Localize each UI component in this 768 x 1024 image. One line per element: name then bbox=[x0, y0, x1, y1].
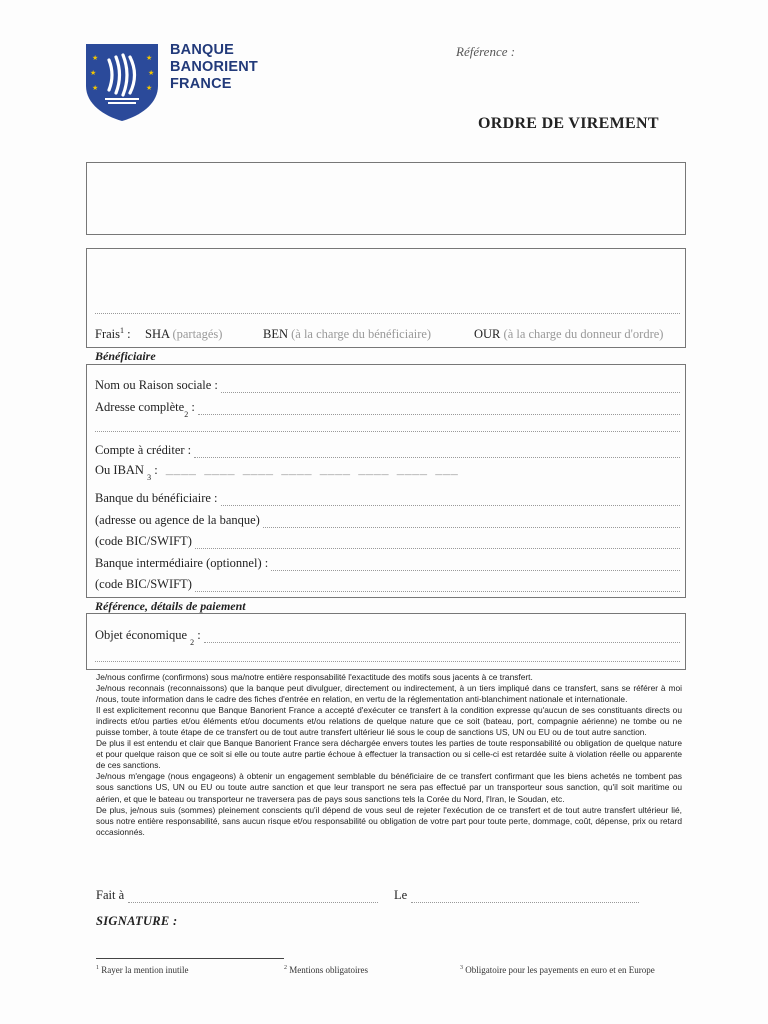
fees-label: Frais$^1$ : bbox=[95, 325, 131, 341]
economic-object-extra-line[interactable] bbox=[95, 660, 680, 662]
payment-details-heading: Référence, détails de paiement bbox=[95, 599, 246, 613]
iban-field[interactable]: Ou IBAN 3 : ____ ____ ____ ____ ____ ____ ____ ___ bbox=[95, 463, 459, 482]
place-field[interactable]: Fait à bbox=[96, 887, 378, 903]
bank-name-line-3: FRANCE bbox=[170, 76, 232, 92]
beneficiary-bank-field[interactable]: Banque du bénéficiaire : bbox=[95, 490, 680, 506]
disclaimer-paragraph: De plus il est entendu et clair que Banque Banorient France sera déchargée envers toutes les parties de toute responsabilité ou obligation de quelque nature et pour quelque raison que ce soit si elle ou toute autre partie échoue à effectuer la transaction ou si celle-ci est retardée suite à violation réelle ou apparente de ces sanctions. bbox=[96, 738, 682, 771]
bank-name-line-2: BANORIENT bbox=[170, 59, 258, 75]
bank-name-line-1: BANQUE bbox=[170, 42, 235, 58]
svg-text:★: ★ bbox=[146, 54, 153, 62]
signature-label: SIGNATURE : bbox=[96, 914, 178, 928]
intermediary-bic-field[interactable]: (code BIC/SWIFT) bbox=[95, 576, 680, 592]
footnote-rule bbox=[96, 958, 284, 959]
disclaimer-text bbox=[96, 672, 682, 838]
disclaimer-paragraph: Je/nous reconnais (reconnaissons) que la banque peut divulguer, directement ou indirectement, à un tiers impliqué dans ce transfert, sans se référer à moi /nous, toute information dans le cadre des fiches d'entrée en relation, en vertu de la réglementation anti-blanchiment nationale et internationale. bbox=[96, 683, 682, 705]
bank-logo-shield-icon bbox=[84, 42, 160, 122]
bank-bic-field[interactable]: (code BIC/SWIFT) bbox=[95, 533, 680, 549]
disclaimer-paragraph: De plus, je/nous suis (sommes) pleinement conscients qu'il dépend de vous seul de rejeter l'exécution de ce transfert et de tout autre transfert ultérieur lié, sous notre entière responsabilité, sans aucun risque et/ou responsabilité ou obligation de votre part pour toute perte, dommage, coût, dépense, prix ou retard occasionnés. bbox=[96, 804, 682, 837]
svg-text:★: ★ bbox=[148, 69, 155, 77]
amount-dotted-line bbox=[95, 312, 680, 314]
page-title: ORDRE DE VIREMENT bbox=[478, 115, 659, 132]
date-field[interactable]: Le bbox=[394, 887, 639, 903]
footnote-3: $^3$ Obligatoire pour les payements en euro et en Europe bbox=[460, 965, 655, 975]
beneficiary-name-field[interactable]: Nom ou Raison sociale : bbox=[95, 377, 680, 393]
reference-label: Référence : bbox=[456, 44, 516, 59]
svg-text:★: ★ bbox=[146, 84, 153, 92]
ordering-party-box[interactable] bbox=[86, 162, 686, 235]
fee-option-sha[interactable]: SHA (partagés) bbox=[145, 327, 223, 341]
footnote-1: $^1$ Rayer la mention inutile bbox=[96, 965, 189, 975]
bank-address-field[interactable]: (adresse ou agence de la banque) bbox=[95, 512, 680, 528]
svg-text:★: ★ bbox=[92, 84, 99, 92]
disclaimer-paragraph: Je/nous confirme (confirmons) sous ma/notre entière responsabilité l'exactitude des motifs sous jacents à ce transfert. bbox=[96, 672, 533, 682]
beneficiary-address-field[interactable]: Adresse complète 2 : bbox=[95, 399, 680, 415]
svg-text:★: ★ bbox=[92, 54, 99, 62]
economic-object-field[interactable]: Objet économique 2 : bbox=[95, 627, 680, 643]
footnote-2: $^2$ Mentions obligatoires bbox=[284, 965, 368, 975]
intermediary-bank-field[interactable]: Banque intermédiaire (optionnel) : bbox=[95, 555, 680, 571]
address-extra-line[interactable] bbox=[95, 430, 680, 432]
svg-text:★: ★ bbox=[90, 69, 97, 77]
disclaimer-paragraph: Je/nous m'engage (nous engageons) à obtenir un engagement semblable du bénéficiaire de ce transfert confirmant que les biens achetés ne tombent pas sous sanctions US, UN ou EU ou toute autre sanction et que leur transport ne sera pas effectué par un transporteur sous sanction, qu'il soit maritime ou aérien, et que le bateau ou transporteur ne traversera pas de pays sous sanctions tels la Corée du Nord, l'Iran, le Soudan, etc. bbox=[96, 771, 682, 804]
beneficiary-heading: Bénéficiaire bbox=[95, 349, 156, 363]
disclaimer-paragraph: Il est explicitement reconnu que Banque Banorient France a accepté d'exécuter ce transfert à la condition expresse qu'aucun de ses constituants directs ou indirects et/ou parties et/ou éléments et/ou documents et/ou relations de quelque nature que ce soit (bateau, port, compagnie aérienne) ne tombe ou ne puisse tomber, à toute étape de ce transfert ou de tout autre transfert ultérieur lié sous le coup de sanctions US, UN ou EU ou de tout autre sanction. bbox=[96, 705, 682, 738]
account-field[interactable]: Compte à créditer : bbox=[95, 442, 680, 458]
fee-option-ben[interactable]: BEN (à la charge du bénéficiaire) bbox=[263, 327, 432, 341]
fee-option-our[interactable]: OUR (à la charge du donneur d'ordre) bbox=[474, 327, 664, 341]
